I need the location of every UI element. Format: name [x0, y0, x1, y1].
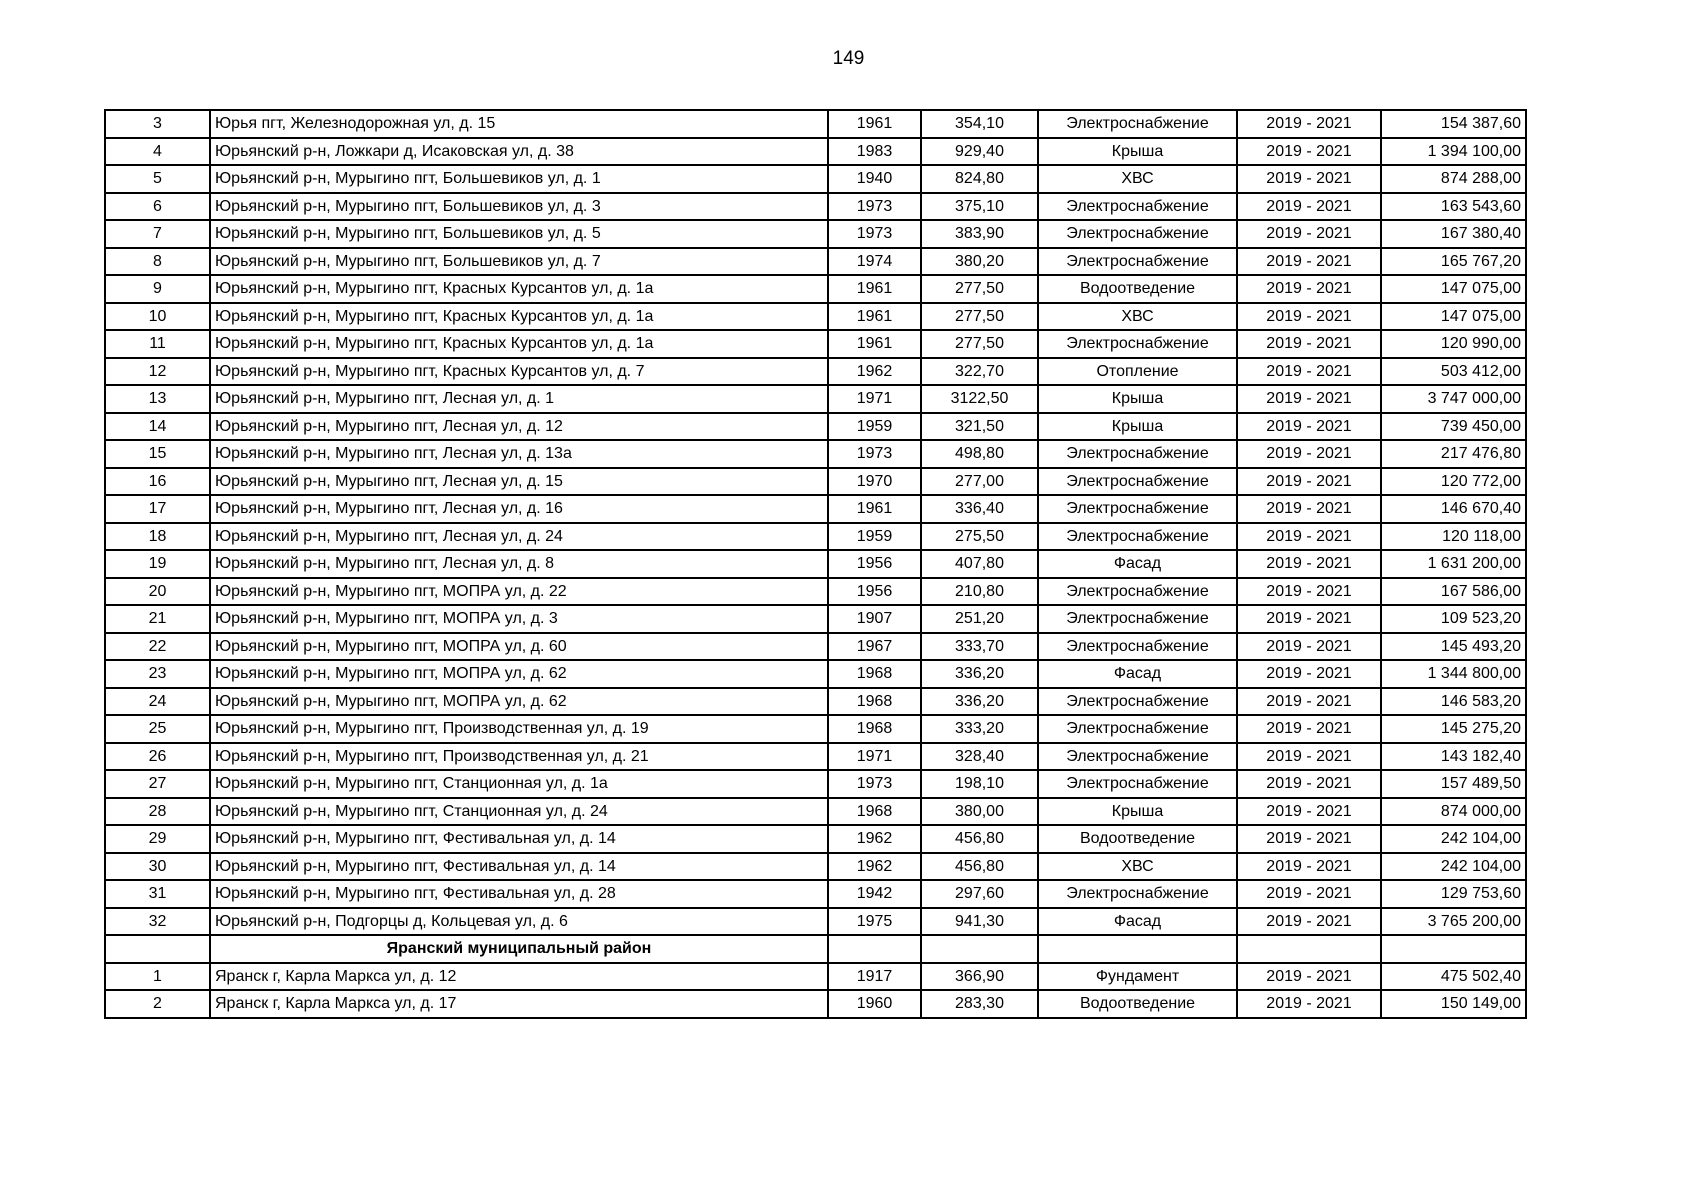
work-type-cell: Электроснабжение — [1038, 468, 1237, 496]
area-cell: 251,20 — [921, 605, 1038, 633]
year-cell: 1983 — [828, 138, 921, 166]
table-row — [105, 770, 1526, 798]
cost-cell: 503 412,00 — [1381, 358, 1526, 386]
row-number: 16 — [105, 468, 210, 496]
work-type-cell: Электроснабжение — [1038, 605, 1237, 633]
page-number: 149 — [832, 48, 865, 69]
row-number: 10 — [105, 303, 210, 331]
row-number: 24 — [105, 688, 210, 716]
row-number: 20 — [105, 578, 210, 606]
work-type-cell: Электроснабжение — [1038, 248, 1237, 276]
work-type-cell: Электроснабжение — [1038, 633, 1237, 661]
row-number: 30 — [105, 853, 210, 881]
period-cell: 2019 - 2021 — [1237, 550, 1381, 578]
cost-cell: 1 344 800,00 — [1381, 660, 1526, 688]
work-type-cell: Отопление — [1038, 358, 1237, 386]
area-cell: 456,80 — [921, 825, 1038, 853]
row-number: 21 — [105, 605, 210, 633]
area-cell: 336,40 — [921, 495, 1038, 523]
year-cell: 1973 — [828, 770, 921, 798]
cost-cell: 143 182,40 — [1381, 743, 1526, 771]
period-cell: 2019 - 2021 — [1237, 990, 1381, 1018]
work-type-cell: Крыша — [1038, 413, 1237, 441]
year-cell: 1961 — [828, 275, 921, 303]
empty-cell — [1381, 935, 1526, 963]
cost-cell: 146 670,40 — [1381, 495, 1526, 523]
work-type-cell: Водоотведение — [1038, 825, 1237, 853]
area-cell: 336,20 — [921, 660, 1038, 688]
cost-cell: 147 075,00 — [1381, 303, 1526, 331]
cost-cell: 874 288,00 — [1381, 165, 1526, 193]
year-cell: 1970 — [828, 468, 921, 496]
section-row — [105, 935, 1526, 963]
table-row — [105, 605, 1526, 633]
area-cell: 824,80 — [921, 165, 1038, 193]
row-number: 11 — [105, 330, 210, 358]
year-cell: 1973 — [828, 220, 921, 248]
table-row — [105, 798, 1526, 826]
year-cell: 1968 — [828, 715, 921, 743]
address-cell: Юрьянский р-н, Мурыгино пгт, Лесная ул, д. 24 — [210, 523, 828, 551]
address-cell: Юрьянский р-н, Ложкари д, Исаковская ул, д. 38 — [210, 138, 828, 166]
area-cell: 3122,50 — [921, 385, 1038, 413]
work-type-cell: Водоотведение — [1038, 275, 1237, 303]
table-row — [105, 165, 1526, 193]
year-cell: 1961 — [828, 110, 921, 138]
work-type-cell: Фундамент — [1038, 963, 1237, 991]
row-number: 25 — [105, 715, 210, 743]
cost-cell: 874 000,00 — [1381, 798, 1526, 826]
area-cell: 375,10 — [921, 193, 1038, 221]
row-number: 26 — [105, 743, 210, 771]
address-cell: Юрьянский р-н, Мурыгино пгт, Станционная ул, д. 24 — [210, 798, 828, 826]
row-number: 14 — [105, 413, 210, 441]
work-type-cell: Крыша — [1038, 798, 1237, 826]
period-cell: 2019 - 2021 — [1237, 688, 1381, 716]
address-cell: Юрьянский р-н, Мурыгино пгт, Красных Курсантов ул, д. 1а — [210, 275, 828, 303]
cost-cell: 154 387,60 — [1381, 110, 1526, 138]
area-cell: 210,80 — [921, 578, 1038, 606]
empty-cell — [921, 935, 1038, 963]
area-cell: 456,80 — [921, 853, 1038, 881]
work-type-cell: Фасад — [1038, 908, 1237, 936]
row-number: 4 — [105, 138, 210, 166]
year-cell: 1961 — [828, 303, 921, 331]
work-type-cell: Крыша — [1038, 385, 1237, 413]
row-number — [105, 935, 210, 963]
area-cell: 380,20 — [921, 248, 1038, 276]
work-type-cell: ХВС — [1038, 853, 1237, 881]
cost-cell: 120 990,00 — [1381, 330, 1526, 358]
cost-cell: 129 753,60 — [1381, 880, 1526, 908]
year-cell: 1959 — [828, 413, 921, 441]
table-row — [105, 220, 1526, 248]
cost-cell: 3 765 200,00 — [1381, 908, 1526, 936]
address-cell: Юрьянский р-н, Мурыгино пгт, Красных Курсантов ул, д. 1а — [210, 303, 828, 331]
row-number: 29 — [105, 825, 210, 853]
table-row — [105, 880, 1526, 908]
cost-cell: 150 149,00 — [1381, 990, 1526, 1018]
row-number: 8 — [105, 248, 210, 276]
table-row — [105, 825, 1526, 853]
work-type-cell: Электроснабжение — [1038, 880, 1237, 908]
table-row — [105, 743, 1526, 771]
year-cell: 1960 — [828, 990, 921, 1018]
table-row — [105, 413, 1526, 441]
cost-cell: 120 118,00 — [1381, 523, 1526, 551]
table-row — [105, 468, 1526, 496]
address-cell: Яранск г, Карла Маркса ул, д. 12 — [210, 963, 828, 991]
cost-cell: 109 523,20 — [1381, 605, 1526, 633]
year-cell: 1942 — [828, 880, 921, 908]
address-cell: Юрьянский р-н, Мурыгино пгт, Производственная ул, д. 21 — [210, 743, 828, 771]
repair-schedule-table — [104, 109, 1527, 1019]
table-row — [105, 138, 1526, 166]
row-number: 19 — [105, 550, 210, 578]
address-cell: Юрьянский р-н, Мурыгино пгт, МОПРА ул, д. 22 — [210, 578, 828, 606]
row-number: 5 — [105, 165, 210, 193]
period-cell: 2019 - 2021 — [1237, 413, 1381, 441]
work-type-cell: Электроснабжение — [1038, 495, 1237, 523]
address-cell: Юрьянский р-н, Мурыгино пгт, Лесная ул, д. 13а — [210, 440, 828, 468]
row-number: 7 — [105, 220, 210, 248]
row-number: 18 — [105, 523, 210, 551]
work-type-cell: Электроснабжение — [1038, 110, 1237, 138]
address-cell: Юрьянский р-н, Мурыгино пгт, Лесная ул, д. 1 — [210, 385, 828, 413]
area-cell: 321,50 — [921, 413, 1038, 441]
address-cell: Юрьянский р-н, Мурыгино пгт, Фестивальная ул, д. 14 — [210, 825, 828, 853]
period-cell: 2019 - 2021 — [1237, 770, 1381, 798]
table-row — [105, 358, 1526, 386]
area-cell: 383,90 — [921, 220, 1038, 248]
row-number: 6 — [105, 193, 210, 221]
year-cell: 1956 — [828, 550, 921, 578]
year-cell: 1961 — [828, 495, 921, 523]
year-cell: 1968 — [828, 660, 921, 688]
address-cell: Юрьянский р-н, Мурыгино пгт, МОПРА ул, д. 60 — [210, 633, 828, 661]
area-cell: 941,30 — [921, 908, 1038, 936]
cost-cell: 157 489,50 — [1381, 770, 1526, 798]
address-cell: Юрьянский р-н, Мурыгино пгт, Красных Курсантов ул, д. 1а — [210, 330, 828, 358]
row-number: 31 — [105, 880, 210, 908]
cost-cell: 145 275,20 — [1381, 715, 1526, 743]
work-type-cell: Электроснабжение — [1038, 578, 1237, 606]
row-number: 28 — [105, 798, 210, 826]
period-cell: 2019 - 2021 — [1237, 303, 1381, 331]
address-cell: Юрьянский р-н, Мурыгино пгт, Лесная ул, д. 12 — [210, 413, 828, 441]
address-cell: Юрьянский р-н, Подгорцы д, Кольцевая ул, д. 6 — [210, 908, 828, 936]
address-cell: Юрьянский р-н, Мурыгино пгт, Красных Курсантов ул, д. 7 — [210, 358, 828, 386]
cost-cell: 147 075,00 — [1381, 275, 1526, 303]
address-cell: Юрьянский р-н, Мурыгино пгт, Большевиков ул, д. 3 — [210, 193, 828, 221]
area-cell: 277,00 — [921, 468, 1038, 496]
table-row — [105, 908, 1526, 936]
table-row — [105, 330, 1526, 358]
table-row — [105, 495, 1526, 523]
table-row — [105, 523, 1526, 551]
period-cell: 2019 - 2021 — [1237, 633, 1381, 661]
row-number: 13 — [105, 385, 210, 413]
cost-cell: 120 772,00 — [1381, 468, 1526, 496]
address-cell: Юрьянский р-н, Мурыгино пгт, Фестивальная ул, д. 28 — [210, 880, 828, 908]
address-cell: Юрья пгт, Железнодорожная ул, д. 15 — [210, 110, 828, 138]
address-cell: Юрьянский р-н, Мурыгино пгт, Большевиков ул, д. 5 — [210, 220, 828, 248]
table-row — [105, 660, 1526, 688]
row-number: 27 — [105, 770, 210, 798]
row-number: 3 — [105, 110, 210, 138]
area-cell: 366,90 — [921, 963, 1038, 991]
work-type-cell: Электроснабжение — [1038, 523, 1237, 551]
period-cell: 2019 - 2021 — [1237, 495, 1381, 523]
address-cell: Юрьянский р-н, Мурыгино пгт, Лесная ул, д. 8 — [210, 550, 828, 578]
row-number: 1 — [105, 963, 210, 991]
period-cell: 2019 - 2021 — [1237, 523, 1381, 551]
empty-cell — [1237, 935, 1381, 963]
period-cell: 2019 - 2021 — [1237, 715, 1381, 743]
address-cell: Яранск г, Карла Маркса ул, д. 17 — [210, 990, 828, 1018]
area-cell: 198,10 — [921, 770, 1038, 798]
address-cell: Юрьянский р-н, Мурыгино пгт, Большевиков ул, д. 1 — [210, 165, 828, 193]
row-number: 12 — [105, 358, 210, 386]
period-cell: 2019 - 2021 — [1237, 440, 1381, 468]
area-cell: 336,20 — [921, 688, 1038, 716]
address-cell: Юрьянский р-н, Мурыгино пгт, Фестивальная ул, д. 14 — [210, 853, 828, 881]
area-cell: 277,50 — [921, 330, 1038, 358]
address-cell: Юрьянский р-н, Мурыгино пгт, МОПРА ул, д. 3 — [210, 605, 828, 633]
address-cell: Юрьянский р-н, Мурыгино пгт, Лесная ул, д. 16 — [210, 495, 828, 523]
cost-cell: 167 586,00 — [1381, 578, 1526, 606]
period-cell: 2019 - 2021 — [1237, 330, 1381, 358]
table-row — [105, 193, 1526, 221]
period-cell: 2019 - 2021 — [1237, 193, 1381, 221]
address-cell: Юрьянский р-н, Мурыгино пгт, Производственная ул, д. 19 — [210, 715, 828, 743]
cost-cell: 242 104,00 — [1381, 853, 1526, 881]
year-cell: 1971 — [828, 385, 921, 413]
period-cell: 2019 - 2021 — [1237, 220, 1381, 248]
period-cell: 2019 - 2021 — [1237, 138, 1381, 166]
cost-cell: 217 476,80 — [1381, 440, 1526, 468]
table-row — [105, 275, 1526, 303]
year-cell: 1961 — [828, 330, 921, 358]
year-cell: 1962 — [828, 853, 921, 881]
period-cell: 2019 - 2021 — [1237, 908, 1381, 936]
row-number: 23 — [105, 660, 210, 688]
cost-cell: 167 380,40 — [1381, 220, 1526, 248]
row-number: 32 — [105, 908, 210, 936]
area-cell: 333,70 — [921, 633, 1038, 661]
period-cell: 2019 - 2021 — [1237, 110, 1381, 138]
table-row — [105, 715, 1526, 743]
area-cell: 277,50 — [921, 275, 1038, 303]
row-number: 2 — [105, 990, 210, 1018]
period-cell: 2019 - 2021 — [1237, 798, 1381, 826]
period-cell: 2019 - 2021 — [1237, 880, 1381, 908]
area-cell: 277,50 — [921, 303, 1038, 331]
year-cell: 1962 — [828, 358, 921, 386]
empty-cell — [1038, 935, 1237, 963]
work-type-cell: Электроснабжение — [1038, 330, 1237, 358]
cost-cell: 3 747 000,00 — [1381, 385, 1526, 413]
table-row — [105, 248, 1526, 276]
table-row — [105, 550, 1526, 578]
work-type-cell: ХВС — [1038, 303, 1237, 331]
area-cell: 407,80 — [921, 550, 1038, 578]
work-type-cell: ХВС — [1038, 165, 1237, 193]
work-type-cell: Крыша — [1038, 138, 1237, 166]
period-cell: 2019 - 2021 — [1237, 468, 1381, 496]
table-row — [105, 688, 1526, 716]
cost-cell: 163 543,60 — [1381, 193, 1526, 221]
work-type-cell: Электроснабжение — [1038, 220, 1237, 248]
work-type-cell: Электроснабжение — [1038, 770, 1237, 798]
work-type-cell: Электроснабжение — [1038, 193, 1237, 221]
work-type-cell: Фасад — [1038, 660, 1237, 688]
empty-cell — [828, 935, 921, 963]
table-row — [105, 963, 1526, 991]
work-type-cell: Электроснабжение — [1038, 688, 1237, 716]
year-cell: 1973 — [828, 440, 921, 468]
period-cell: 2019 - 2021 — [1237, 660, 1381, 688]
cost-cell: 165 767,20 — [1381, 248, 1526, 276]
period-cell: 2019 - 2021 — [1237, 385, 1381, 413]
area-cell: 354,10 — [921, 110, 1038, 138]
period-cell: 2019 - 2021 — [1237, 605, 1381, 633]
work-type-cell: Водоотведение — [1038, 990, 1237, 1018]
cost-cell: 146 583,20 — [1381, 688, 1526, 716]
table-row — [105, 853, 1526, 881]
period-cell: 2019 - 2021 — [1237, 275, 1381, 303]
row-number: 22 — [105, 633, 210, 661]
row-number: 17 — [105, 495, 210, 523]
table-row — [105, 990, 1526, 1018]
address-cell: Юрьянский р-н, Мурыгино пгт, Лесная ул, д. 15 — [210, 468, 828, 496]
area-cell: 498,80 — [921, 440, 1038, 468]
address-cell: Юрьянский р-н, Мурыгино пгт, Станционная ул, д. 1а — [210, 770, 828, 798]
row-number: 15 — [105, 440, 210, 468]
work-type-cell: Электроснабжение — [1038, 440, 1237, 468]
work-type-cell: Электроснабжение — [1038, 715, 1237, 743]
year-cell: 1959 — [828, 523, 921, 551]
work-type-cell: Электроснабжение — [1038, 743, 1237, 771]
cost-cell: 145 493,20 — [1381, 633, 1526, 661]
cost-cell: 475 502,40 — [1381, 963, 1526, 991]
cost-cell: 1 631 200,00 — [1381, 550, 1526, 578]
area-cell: 283,30 — [921, 990, 1038, 1018]
period-cell: 2019 - 2021 — [1237, 358, 1381, 386]
area-cell: 333,20 — [921, 715, 1038, 743]
table-row — [105, 110, 1526, 138]
area-cell: 929,40 — [921, 138, 1038, 166]
period-cell: 2019 - 2021 — [1237, 853, 1381, 881]
area-cell: 322,70 — [921, 358, 1038, 386]
period-cell: 2019 - 2021 — [1237, 248, 1381, 276]
table-row — [105, 303, 1526, 331]
area-cell: 297,60 — [921, 880, 1038, 908]
period-cell: 2019 - 2021 — [1237, 963, 1381, 991]
year-cell: 1940 — [828, 165, 921, 193]
period-cell: 2019 - 2021 — [1237, 578, 1381, 606]
area-cell: 328,40 — [921, 743, 1038, 771]
table-row — [105, 633, 1526, 661]
year-cell: 1917 — [828, 963, 921, 991]
table-row — [105, 440, 1526, 468]
year-cell: 1956 — [828, 578, 921, 606]
area-cell: 380,00 — [921, 798, 1038, 826]
period-cell: 2019 - 2021 — [1237, 165, 1381, 193]
row-number: 9 — [105, 275, 210, 303]
address-cell: Юрьянский р-н, Мурыгино пгт, Большевиков ул, д. 7 — [210, 248, 828, 276]
cost-cell: 739 450,00 — [1381, 413, 1526, 441]
cost-cell: 242 104,00 — [1381, 825, 1526, 853]
table-row — [105, 578, 1526, 606]
address-cell: Юрьянский р-н, Мурыгино пгт, МОПРА ул, д. 62 — [210, 660, 828, 688]
year-cell: 1968 — [828, 798, 921, 826]
table-row — [105, 385, 1526, 413]
year-cell: 1971 — [828, 743, 921, 771]
year-cell: 1973 — [828, 193, 921, 221]
table-body — [105, 110, 1526, 1018]
year-cell: 1975 — [828, 908, 921, 936]
period-cell: 2019 - 2021 — [1237, 825, 1381, 853]
area-cell: 275,50 — [921, 523, 1038, 551]
year-cell: 1974 — [828, 248, 921, 276]
year-cell: 1968 — [828, 688, 921, 716]
section-title: Яранский муниципальный район — [210, 935, 828, 963]
cost-cell: 1 394 100,00 — [1381, 138, 1526, 166]
address-cell: Юрьянский р-н, Мурыгино пгт, МОПРА ул, д. 62 — [210, 688, 828, 716]
year-cell: 1907 — [828, 605, 921, 633]
work-type-cell: Фасад — [1038, 550, 1237, 578]
year-cell: 1967 — [828, 633, 921, 661]
year-cell: 1962 — [828, 825, 921, 853]
period-cell: 2019 - 2021 — [1237, 743, 1381, 771]
